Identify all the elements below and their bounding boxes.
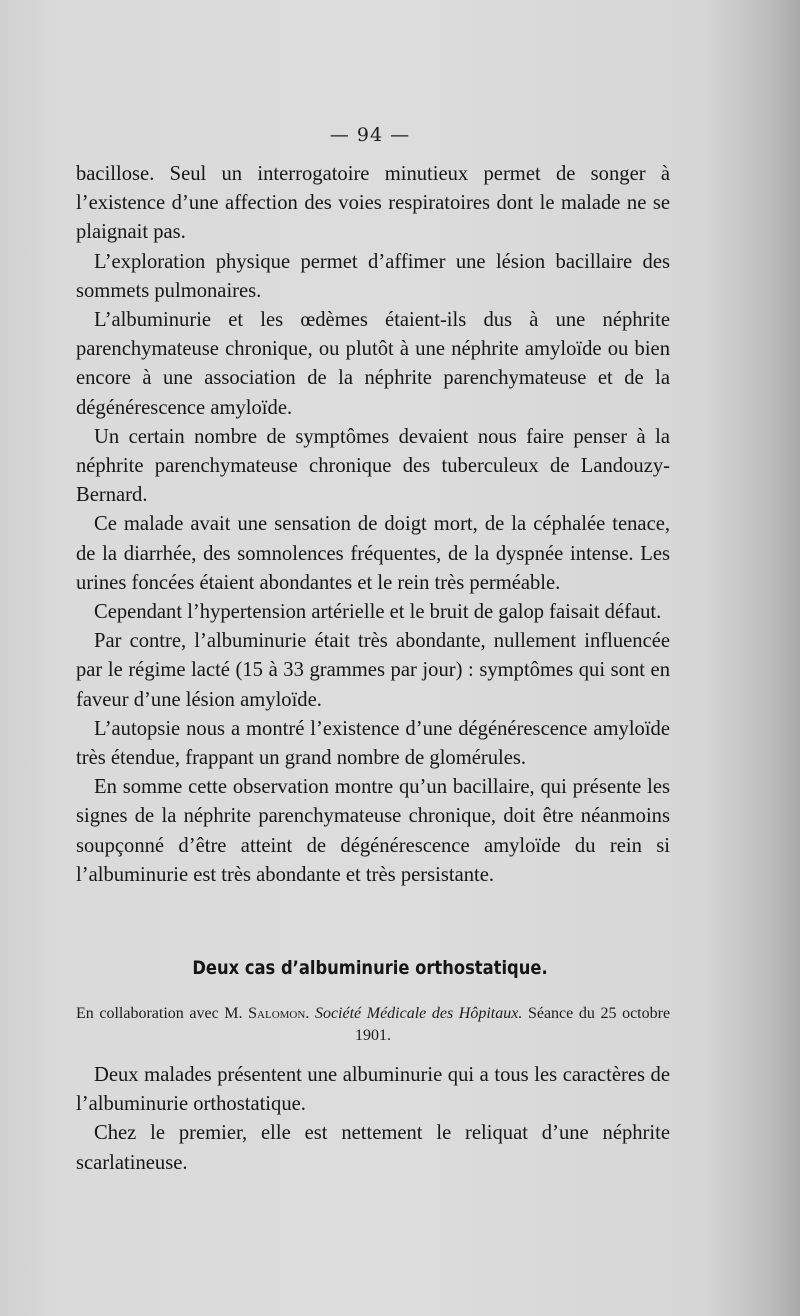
paragraph: L’albuminurie et les œdèmes étaient-ils dus à une néphrite parenchymateuse chronique, ou plutôt à une néphrite amyloïde ou bien encore à une association de la néphrite parenchymateuse et de la dégénérescence amyloïde. xyxy=(76,309,670,419)
citation-suffix: Séance du 25 octobre 1901. xyxy=(355,1005,671,1044)
paragraph: Chez le premier, elle est nettement le reliquat d’une néphrite scarlatineuse. xyxy=(76,1122,670,1174)
paragraph: Ce malade avait une sensation de doigt mort, de la céphalée tenace, de la diarrhée, des somnolences fréquentes, de la dyspnée intense. Les urines foncées étaient abondantes et le rein très perméable. xyxy=(76,513,670,594)
paragraph: Par contre, l’albuminurie était très abondante, nullement influencée par le régime lacté (15 à 33 grammes par jour) : symptômes qui sont en faveur d’une lésion amyloïde. xyxy=(76,630,670,711)
paragraph: L’exploration physique permet d’affimer une lésion bacillaire des sommets pulmonaires. xyxy=(76,250,670,302)
citation-journal: Société Médicale des Hôpitaux. xyxy=(314,1005,523,1022)
section-title: Deux cas d’albuminurie orthostatique. xyxy=(192,957,548,979)
page-number: — 94 — xyxy=(329,124,411,146)
paragraph: Un certain nombre de symptômes devaient nous faire penser à la néphrite parenchymateuse chronique des tuberculeux de Landouzy-Bernard. xyxy=(76,425,670,507)
paragraph: Deux malades présentent une albuminurie qui a tous les caractères de l’albuminurie orthostatique. xyxy=(76,1064,670,1116)
paragraph: L’autopsie nous a montré l’existence d’une dégénérescence amyloïde très étendue, frappant un grand nombre de glomérules. xyxy=(76,717,670,770)
citation-prefix: En collaboration avec M. xyxy=(76,1005,243,1022)
section-text-block xyxy=(76,1061,670,1178)
main-text-block xyxy=(76,160,670,890)
paragraph: bacillose. Seul un interrogatoire minutieux permet de songer à l’existence d’une affection des voies respiratoires dont le malade ne se plaignait pas. xyxy=(76,163,670,244)
citation-author: Salomon. xyxy=(248,1005,310,1022)
paragraph: En somme cette observation montre qu’un bacillaire, qui présente les signes de la néphrite parenchymateuse chronique, doit être néanmoins soupçonné d’être atteint de dégénérescence amyloïde du rein si l’albuminurie est très abondante et très persistante. xyxy=(76,776,670,886)
citation xyxy=(76,1003,670,1047)
paragraph: Cependant l’hypertension artérielle et le bruit de galop faisait défaut. xyxy=(94,601,662,624)
